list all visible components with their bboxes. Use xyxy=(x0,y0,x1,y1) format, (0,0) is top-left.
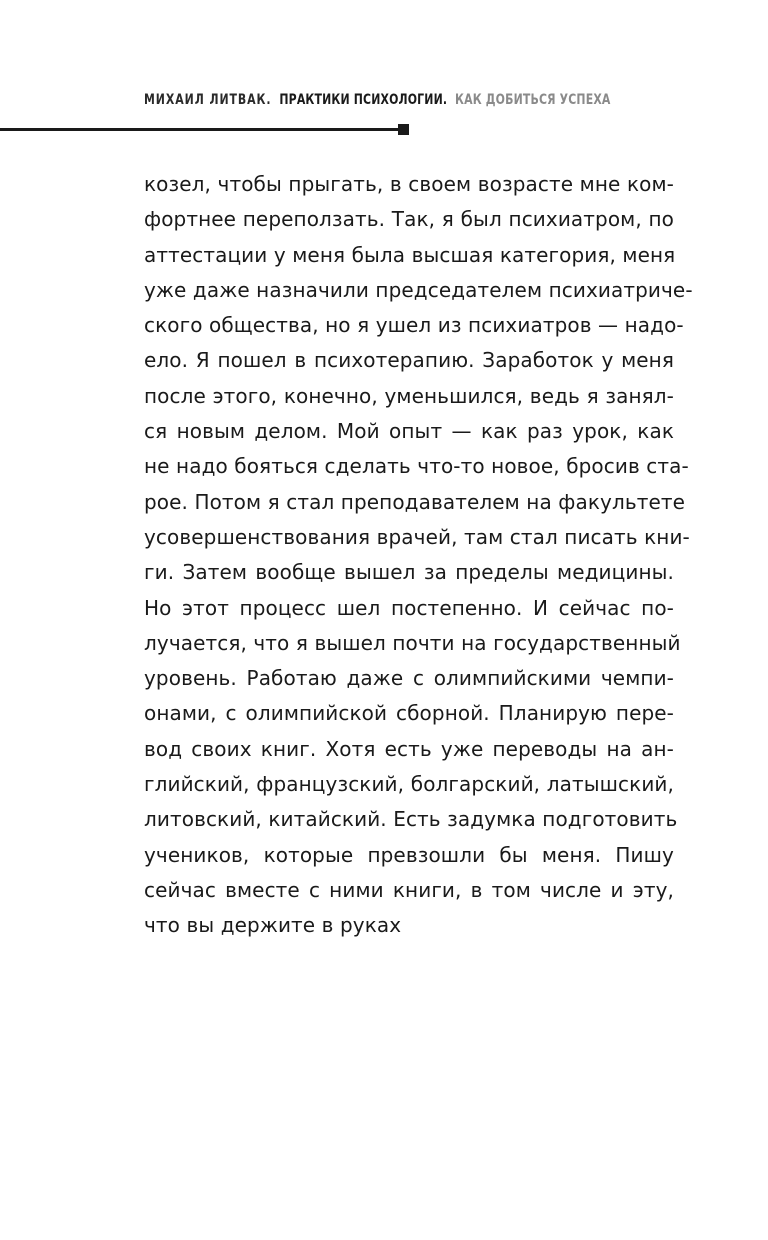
running-header xyxy=(144,92,611,112)
text-line: сейчас вместе с ними книги, в том числе и эту, xyxy=(144,877,674,902)
text-line: фортнее переползать. Так, я был психиатром, по xyxy=(144,207,674,232)
header-book-title: КАК ДОБИТЬСЯ УСПЕХА xyxy=(455,92,611,108)
header-author: МИХАИЛ ЛИТВАК. xyxy=(144,92,272,108)
text-line: ело. Я пошел в психотерапию. Заработок у меня xyxy=(144,348,674,373)
text-line: после этого, конечно, уменьшился, ведь я занял- xyxy=(144,383,674,408)
text-line-last: что вы держите в руках xyxy=(144,913,402,938)
text-line: ского общества, но я ушел из психиатров — надо- xyxy=(144,313,684,338)
text-line: ся новым делом. Мой опыт — как раз урок, как xyxy=(144,419,674,444)
text-line: ги. Затем вообще вышел за пределы медицины. xyxy=(144,560,674,585)
text-line: Но этот процесс шел постепенно. И сейчас по- xyxy=(144,595,674,620)
header-rule xyxy=(0,128,400,131)
text-line: учеников, которые превзошли бы меня. Пишу xyxy=(144,842,674,867)
text-line: аттестации у меня была высшая категория, меня xyxy=(144,242,676,267)
text-line: литовский, китайский. Есть задумка подготовить xyxy=(144,807,678,832)
text-line: не надо бояться сделать что-то новое, бросив ста- xyxy=(144,454,689,479)
text-line: уже даже назначили председателем психиатриче- xyxy=(144,277,693,302)
text-line: онами, с олимпийской сборной. Планирую пере- xyxy=(144,701,674,726)
text-line: лучается, что я вышел почти на государственный xyxy=(144,630,681,655)
text-line: рое. Потом я стал преподавателем на факультете xyxy=(144,489,686,514)
body-text xyxy=(144,167,693,944)
text-line: глийский, французский, болгарский, латышский, xyxy=(144,772,674,797)
header-rule-end-square xyxy=(398,124,409,135)
text-line: козел, чтобы прыгать, в своем возрасте мне ком- xyxy=(144,172,674,196)
text-line: усовершенствования врачей, там стал писать кни- xyxy=(144,524,690,549)
text-line: вод своих книг. Хотя есть уже переводы на ан- xyxy=(144,736,674,761)
header-series: ПРАКТИКИ ПСИХОЛОГИИ. xyxy=(279,92,448,108)
text-line: уровень. Работаю даже с олимпийскими чемпи- xyxy=(144,666,674,691)
